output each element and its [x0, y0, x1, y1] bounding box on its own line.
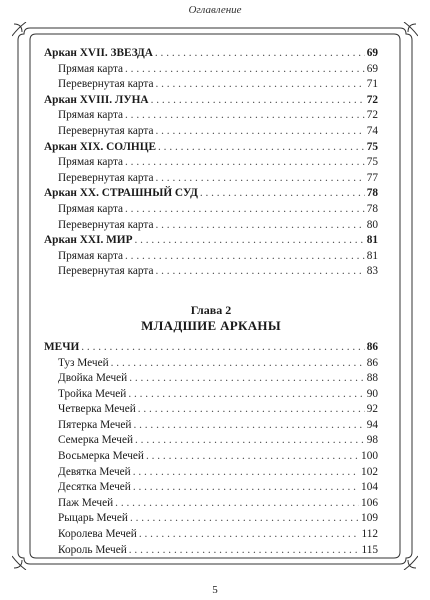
dot-leader: [125, 155, 365, 171]
toc-entry-main[interactable]: [44, 46, 378, 62]
toc-entry-page: 100: [361, 450, 378, 463]
dot-leader: [125, 108, 365, 124]
dot-leader: [156, 171, 365, 187]
toc-entry-label: Прямая карта: [58, 202, 124, 215]
toc-entry-main[interactable]: [44, 340, 378, 356]
dot-leader: [125, 62, 365, 78]
toc-content: [44, 46, 378, 558]
toc-entry-page: 71: [366, 78, 378, 91]
toc-entry-label: Пятерка Мечей: [58, 418, 132, 431]
toc-entry-sub[interactable]: [44, 496, 378, 512]
toc-entry-sub[interactable]: [44, 249, 378, 265]
dot-leader: [156, 218, 365, 234]
toc-entry-label: Прямая карта: [58, 109, 124, 122]
toc-entry-label: Восьмерка Мечей: [58, 450, 144, 463]
toc-entry-label: Аркан XIX. СОЛНЦЕ: [44, 140, 157, 153]
toc-entry-label: Четверка Мечей: [58, 403, 136, 416]
dot-leader: [138, 402, 365, 418]
toc-entry-label: Тройка Мечей: [58, 387, 127, 400]
toc-entry-page: 98: [366, 434, 378, 447]
dot-leader: [156, 77, 365, 93]
toc-entry-sub[interactable]: [44, 418, 378, 434]
toc-entry-page: 80: [366, 218, 378, 231]
toc-entry-page: 102: [361, 465, 378, 478]
chapter-heading: [44, 303, 378, 334]
toc-entry-label: Десятка Мечей: [58, 481, 131, 494]
toc-entry-label: Аркан XVII. ЗВЕЗДА: [44, 47, 153, 59]
toc-entry-label: Перевернутая карта: [58, 78, 154, 91]
dot-leader: [133, 465, 359, 481]
toc-entry-sub[interactable]: [44, 449, 378, 465]
toc-entry-label: Паж Мечей: [58, 496, 114, 509]
toc-entry-sub[interactable]: [44, 433, 378, 449]
toc-entry-label: Королева Мечей: [58, 528, 137, 541]
toc-entry-page: 109: [361, 512, 378, 525]
toc-entry-sub[interactable]: [44, 77, 378, 93]
toc-entry-page: 112: [361, 528, 378, 541]
dot-leader: [134, 233, 364, 249]
toc-entry-sub[interactable]: [44, 527, 378, 543]
toc-entry-sub[interactable]: [44, 218, 378, 234]
toc-entry-page: 115: [361, 543, 378, 556]
toc-entry-page: 78: [366, 202, 378, 215]
toc-entry-sub[interactable]: [44, 387, 378, 403]
toc-entry-sub[interactable]: [44, 108, 378, 124]
toc-entry-main[interactable]: [44, 233, 378, 249]
dot-leader: [125, 249, 365, 265]
toc-entry-sub[interactable]: [44, 264, 378, 280]
toc-entry-page: 72: [366, 93, 378, 106]
toc-entry-page: 75: [366, 156, 378, 169]
dot-leader: [139, 527, 360, 543]
toc-entry-label: МЕЧИ: [44, 340, 80, 353]
toc-entry-label: Рыцарь Мечей: [58, 512, 128, 525]
toc-entry-sub[interactable]: [44, 402, 378, 418]
toc-entry-page: 86: [366, 356, 378, 369]
toc-entry-label: Прямая карта: [58, 62, 124, 75]
toc-entry-sub[interactable]: [44, 543, 378, 559]
toc-entry-page: 81: [366, 249, 378, 262]
chapter-number: Глава 2: [190, 302, 232, 317]
dot-leader: [111, 356, 365, 372]
toc-entry-main[interactable]: [44, 186, 378, 202]
toc-entry-page: 69: [366, 47, 378, 59]
toc-entry-sub[interactable]: [44, 356, 378, 372]
dot-leader: [125, 202, 365, 218]
toc-entry-sub[interactable]: [44, 171, 378, 187]
toc-entry-sub[interactable]: [44, 62, 378, 78]
decorative-frame: [12, 22, 418, 570]
toc-entry-page: 77: [366, 171, 378, 184]
page-number: 5: [212, 584, 218, 596]
dot-leader: [155, 46, 365, 62]
toc-entry-label: Аркан XXI. МИР: [44, 234, 133, 247]
toc-entry-label: Семерка Мечей: [58, 434, 134, 447]
toc-entry-label: Туз Мечей: [58, 356, 109, 369]
toc-entry-sub[interactable]: [44, 465, 378, 481]
dot-leader: [81, 340, 364, 356]
chapter-title: МЛАДШИЕ АРКАНЫ: [141, 317, 281, 333]
toc-entry-page: 94: [366, 418, 378, 431]
dot-leader: [133, 480, 359, 496]
toc-entry-sub[interactable]: [44, 480, 378, 496]
dot-leader: [156, 124, 365, 140]
toc-entry-sub[interactable]: [44, 371, 378, 387]
toc-section-minor-arcana: [44, 340, 378, 558]
toc-entry-sub[interactable]: [44, 155, 378, 171]
toc-entry-label: Аркан XVIII. ЛУНА: [44, 93, 149, 106]
dot-leader: [158, 140, 365, 156]
dot-leader: [151, 93, 365, 109]
dot-leader: [128, 387, 364, 403]
dot-leader: [135, 433, 365, 449]
toc-entry-page: 92: [366, 403, 378, 416]
toc-entry-label: Перевернутая карта: [58, 171, 154, 184]
toc-entry-main[interactable]: [44, 140, 378, 156]
toc-entry-page: 69: [366, 62, 378, 75]
toc-entry-page: 104: [361, 481, 378, 494]
toc-entry-page: 88: [366, 372, 378, 385]
dot-leader: [200, 186, 365, 202]
toc-entry-label: Перевернутая карта: [58, 218, 154, 231]
toc-entry-label: Аркан XX. СТРАШНЫЙ СУД: [44, 187, 198, 200]
toc-entry-label: Прямая карта: [58, 156, 124, 169]
toc-entry-page: 106: [361, 496, 378, 509]
dot-leader: [129, 543, 360, 559]
dot-leader: [129, 371, 365, 387]
toc-entry-label: Прямая карта: [58, 249, 124, 262]
toc-entry-page: 83: [366, 265, 378, 278]
dot-leader: [133, 418, 364, 434]
toc-section-major-arcana: [44, 46, 378, 280]
dot-leader: [146, 449, 359, 465]
toc-entry-sub[interactable]: [44, 202, 378, 218]
toc-entry-label: Король Мечей: [58, 543, 127, 556]
toc-entry-page: 81: [366, 234, 378, 247]
dot-leader: [115, 496, 359, 512]
toc-entry-sub[interactable]: [44, 511, 378, 527]
toc-entry-label: Перевернутая карта: [58, 265, 154, 278]
toc-entry-label: Двойка Мечей: [58, 372, 128, 385]
toc-entry-page: 90: [366, 387, 378, 400]
toc-entry-page: 72: [366, 109, 378, 122]
running-head: Оглавление: [188, 4, 242, 16]
toc-entry-page: 86: [366, 340, 378, 353]
dot-leader: [156, 264, 365, 280]
toc-entry-label: Девятка Мечей: [58, 465, 131, 478]
dot-leader: [130, 511, 359, 527]
toc-entry-sub[interactable]: [44, 124, 378, 140]
toc-entry-page: 74: [366, 124, 378, 137]
toc-entry-page: 78: [366, 187, 378, 200]
toc-entry-label: Перевернутая карта: [58, 124, 154, 137]
toc-entry-main[interactable]: [44, 93, 378, 109]
toc-entry-page: 75: [366, 140, 378, 153]
